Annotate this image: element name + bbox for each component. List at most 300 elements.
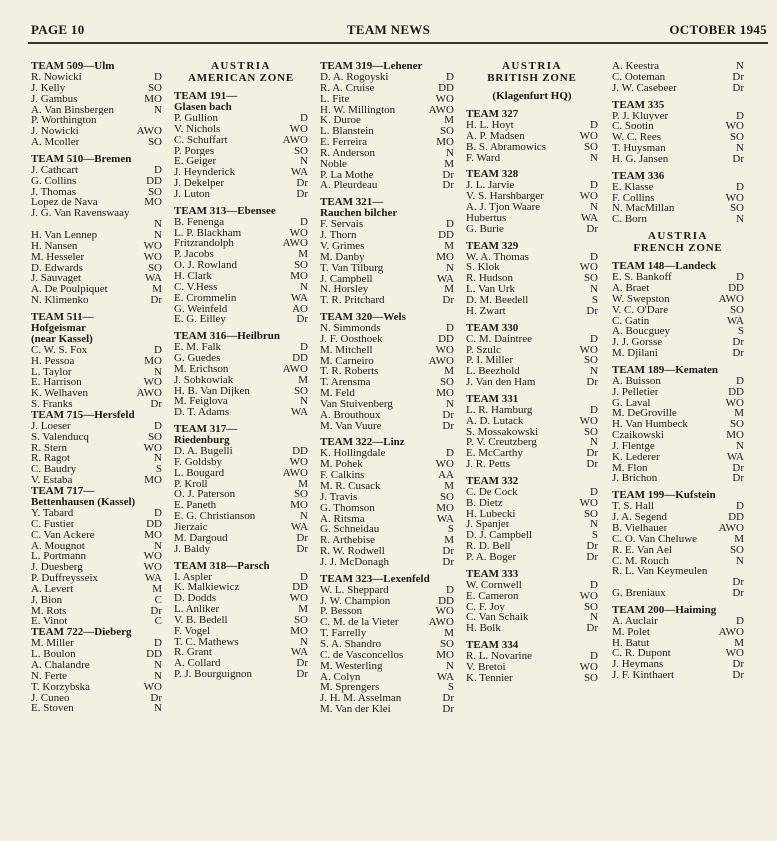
roster-entry: [612, 132, 744, 143]
roster-entry: [31, 551, 162, 562]
member-name: E. Klasse: [612, 181, 654, 193]
roster-entry: [612, 143, 744, 154]
column-4: [466, 61, 598, 684]
member-name: C. M. Rouch: [612, 555, 669, 567]
role-code: Dr: [150, 295, 162, 306]
roster-entry: [31, 562, 162, 573]
member-name: J. Bion: [31, 594, 63, 606]
member-name: J. Spanjer: [466, 519, 510, 531]
roster-entry: [466, 202, 598, 213]
roster-entry: [31, 273, 162, 284]
role-code: D: [154, 638, 162, 650]
member-name: J. Gambus: [31, 93, 78, 105]
role-code: D: [300, 216, 308, 228]
member-name: R. Arthebise: [320, 535, 375, 547]
role-code: DD: [292, 446, 308, 457]
member-name: M. Van der Klei: [320, 704, 391, 715]
role-code: WO: [579, 344, 598, 356]
roster-entry: [320, 230, 454, 241]
member-name: O. J. Rowland: [174, 260, 237, 271]
member-name: M. Erichson: [174, 363, 229, 375]
member-name: Van Stuivenberg: [320, 398, 393, 410]
member-name: C. R. Dupont: [612, 648, 671, 660]
roster-entry: [466, 273, 598, 284]
roster-entry: [466, 580, 598, 591]
role-code: Dr: [150, 605, 162, 617]
role-code: WA: [290, 292, 308, 304]
member-name: A. Braet: [612, 282, 650, 294]
member-name: M. Sprengers: [320, 682, 380, 694]
zone-heading: FRENCH ZONE: [633, 242, 723, 255]
member-name: J. Heymans: [612, 659, 664, 671]
member-name: A. Levert: [31, 583, 74, 595]
roster-entry: [466, 295, 598, 306]
member-name: Czaikowski: [612, 430, 664, 441]
role-code: N: [590, 519, 598, 531]
role-code: M: [298, 478, 308, 490]
member-name: P. J. Bourguignon: [174, 669, 253, 680]
roster-entry: [320, 159, 454, 170]
team-heading: TEAM 318—Parsch: [174, 559, 270, 572]
member-name: H. Van Lennep: [31, 229, 98, 241]
role-code: DD: [146, 518, 162, 530]
roster-entry: [320, 596, 454, 607]
member-name: W. Cornwell: [466, 579, 522, 591]
role-code: SO: [439, 377, 454, 389]
role-code: D: [736, 272, 744, 283]
roster-entry: [31, 94, 162, 105]
member-name: D. M. Beedell: [466, 294, 529, 306]
member-name: P. Kroll: [174, 478, 208, 490]
roster-entry: [320, 126, 454, 137]
roster-entry: [320, 284, 454, 295]
role-code: WO: [435, 459, 454, 471]
team-heading: TEAM 722—Dieberg: [31, 626, 132, 639]
member-name: H. B. Van Dijken: [174, 385, 250, 397]
roster-entry: [320, 137, 454, 148]
zone-heading: AUSTRIA: [647, 230, 708, 243]
role-code: D: [736, 501, 744, 513]
team-heading: TEAM 323—Lexenfeld: [320, 572, 430, 585]
roster-entry: [612, 463, 744, 474]
member-name: J. Cuneo: [31, 692, 70, 704]
team-heading: TEAM 322—Linz: [320, 436, 405, 449]
member-name: B. Vielhauer: [612, 523, 668, 534]
roster-entry: [466, 405, 598, 416]
member-name: T. C. Mathews: [174, 636, 239, 648]
roster-entry: [174, 113, 308, 124]
team-heading: Hofgeismar: [31, 321, 86, 334]
team-heading: TEAM 333: [466, 567, 519, 580]
role-code: DD: [146, 649, 162, 660]
roster-entry: [466, 142, 598, 153]
roster-entry: [320, 672, 454, 683]
role-code: D: [154, 508, 162, 519]
member-name: L. R. Hamburg: [466, 404, 533, 416]
member-name: M. Pohek: [320, 459, 363, 471]
role-code: N: [446, 147, 454, 159]
role-code: MO: [726, 430, 744, 441]
member-name: E. Ferreira: [320, 137, 368, 148]
member-name: J. W. Champion: [320, 595, 391, 607]
role-code: SO: [293, 145, 308, 157]
member-name: K. Lederer: [612, 451, 660, 463]
role-code: N: [300, 396, 308, 408]
role-code: AWO: [718, 293, 744, 305]
team-heading: TEAM 329: [466, 239, 519, 252]
member-name: M. Hesseler: [31, 251, 85, 263]
member-name: C. V.Hess: [174, 281, 218, 293]
role-code: DD: [292, 582, 308, 594]
role-code: Dr: [732, 337, 744, 349]
member-name: J. Kelly: [31, 82, 66, 94]
role-code: Dr: [442, 180, 454, 192]
roster-entry: [31, 453, 162, 464]
roster-entry: [31, 443, 162, 454]
role-code: SO: [583, 508, 598, 520]
member-name: G. Burie: [466, 223, 504, 235]
role-code: MO: [436, 137, 454, 148]
role-code: Dr: [442, 409, 454, 421]
role-code: M: [152, 583, 162, 595]
member-name: K. Duroe: [320, 115, 361, 127]
role-code: SO: [439, 126, 454, 138]
member-name: H. Pessoa: [31, 355, 75, 367]
member-name: E. Cameron: [466, 590, 519, 602]
role-code: MO: [436, 251, 454, 263]
roster-entry: [31, 176, 162, 187]
role-code: WA: [436, 273, 454, 285]
team-heading: TEAM 331: [466, 392, 519, 405]
member-name: J. Travis: [320, 491, 358, 503]
role-code: M: [444, 240, 454, 252]
role-code: D: [590, 651, 598, 662]
roster-entry: [466, 437, 598, 448]
member-name: T. Huysman: [612, 143, 666, 154]
role-code: AWO: [282, 238, 308, 250]
roster-entry: [466, 334, 598, 345]
member-name: L. Blanstein: [320, 126, 374, 138]
roster-entry: [612, 452, 744, 463]
role-code: D: [590, 486, 598, 498]
role-code: Dr: [296, 532, 308, 544]
role-code: M: [444, 284, 454, 296]
member-name: L. P. Blackham: [174, 227, 242, 239]
team-heading: Riedenburg: [174, 434, 230, 447]
issue-date: OCTOBER 1945: [669, 22, 767, 37]
role-code: D: [590, 180, 598, 192]
role-code: DD: [292, 353, 308, 364]
member-name: J. H. M. Asselman: [320, 693, 402, 705]
roster-entry: [466, 284, 598, 295]
member-name: J. Cathcart: [31, 164, 79, 176]
role-code: MO: [290, 270, 308, 282]
role-code: SO: [439, 638, 454, 650]
roster-entry: [466, 355, 598, 366]
role-code: SO: [293, 385, 308, 397]
role-code: Dr: [732, 659, 744, 671]
member-name: J. L. Jarvie: [466, 180, 515, 192]
member-name: A. Mougnot: [31, 540, 85, 552]
role-code: D: [590, 404, 598, 416]
roster-entry: [466, 180, 598, 191]
roster-entry: [320, 115, 454, 126]
roster-entry: [174, 533, 308, 544]
member-name: W. Swepston: [612, 293, 670, 305]
member-name: M. Flon: [612, 462, 648, 474]
roster-entry: [612, 72, 744, 83]
roster-entry: [31, 105, 162, 116]
roster-entry: [174, 582, 308, 593]
member-name: P. Szulc: [466, 344, 501, 356]
roster-entry: [31, 295, 162, 306]
roster-entry: [174, 238, 308, 249]
member-name: R. L. Van Keymeulen: [612, 566, 708, 578]
roster-entry: [612, 326, 744, 337]
roster-entry: [466, 673, 598, 684]
role-code: Dr: [732, 82, 744, 94]
roster-entry: [320, 514, 454, 525]
role-code: WA: [144, 273, 162, 285]
role-code: WO: [143, 562, 162, 574]
role-code: WO: [579, 661, 598, 673]
member-name: J. Van den Ham: [466, 377, 536, 388]
role-code: Dr: [732, 473, 744, 485]
role-code: SO: [147, 137, 162, 148]
member-name: E. Stoven: [31, 703, 74, 715]
roster-entry: [31, 241, 162, 252]
member-name: O. J. Paterson: [174, 489, 236, 501]
role-code: Dr: [586, 377, 598, 388]
role-code: WO: [725, 192, 744, 204]
roster-entry: [320, 492, 454, 503]
column-3: [320, 61, 454, 715]
roster-entry: [612, 203, 744, 214]
roster-entry: [466, 651, 598, 662]
roster-entry: [320, 606, 454, 617]
role-code: MO: [144, 197, 162, 209]
member-name: E. Harrison: [31, 377, 82, 389]
role-code: Dr: [732, 670, 744, 681]
roster-entry: [320, 459, 454, 470]
role-code: AA: [438, 470, 454, 481]
member-name: J. J. McDonagh: [320, 556, 390, 568]
role-code: WO: [289, 593, 308, 605]
member-name: W. L. Sheppard: [320, 584, 389, 596]
role-code: N: [736, 440, 744, 452]
member-name: S. Mossakowski: [466, 426, 539, 438]
roster-entry: [31, 573, 162, 584]
role-code: Dr: [442, 693, 454, 705]
member-name: M. DeGroville: [612, 408, 677, 420]
member-name: P. La Mothe: [320, 169, 374, 181]
roster-entry: [31, 356, 162, 367]
member-name: P. V. Creutzberg: [466, 437, 537, 449]
roster-entry: [466, 427, 598, 438]
roster-entry: [174, 124, 308, 135]
member-name: M. Van Vuure: [320, 420, 382, 432]
roster-entry: [466, 530, 598, 541]
header-rule: [28, 42, 768, 44]
role-code: Dr: [296, 178, 308, 189]
team-heading: TEAM 330: [466, 321, 519, 334]
member-name: N. Ferte: [31, 670, 68, 682]
role-code: Dr: [442, 556, 454, 568]
team-heading: TEAM 328: [466, 168, 519, 181]
role-code: N: [300, 156, 308, 168]
team-heading: TEAM 327: [466, 108, 519, 120]
member-name: J. A. Segend: [612, 512, 667, 523]
member-name: M. Danby: [320, 251, 365, 263]
roster-entry: [320, 83, 454, 94]
member-name: F. Collins: [612, 192, 655, 204]
roster-entry: [320, 148, 454, 159]
role-code: SO: [147, 186, 162, 198]
member-name: G. Breniaux: [612, 588, 666, 599]
member-name: L. Van Urk: [466, 284, 515, 295]
roster-entry: [31, 263, 162, 274]
team-heading: TEAM 332: [466, 474, 519, 487]
member-name: C. Van Ackere: [31, 529, 95, 541]
role-code: D: [446, 584, 454, 596]
role-code: AWO: [282, 134, 308, 146]
member-name: S. Valenducq: [31, 431, 89, 443]
roster-entry: [320, 628, 454, 639]
role-code: WA: [580, 212, 598, 224]
role-code: WA: [290, 407, 308, 419]
roster-entry: [174, 228, 308, 239]
member-name: J. G. Van Ravenswaay: [31, 208, 130, 220]
role-code: M: [734, 533, 744, 545]
roster-entry: [320, 345, 454, 356]
member-name: F. Vogel: [174, 625, 211, 637]
role-code: N: [590, 437, 598, 449]
role-code: Dr: [586, 623, 598, 635]
role-code: AWO: [428, 355, 454, 367]
member-name: I. Aspler: [174, 571, 212, 583]
role-code: WO: [579, 191, 598, 203]
member-name: J. Brichon: [612, 473, 658, 485]
roster-entry: [320, 105, 454, 116]
role-code: Dr: [442, 704, 454, 715]
role-code: SO: [147, 262, 162, 274]
role-code: WO: [435, 344, 454, 356]
roster-entry: [320, 356, 454, 367]
roster-entry: [612, 627, 744, 638]
member-name: R. E. Van Ael: [612, 544, 672, 556]
roster-entry: [320, 219, 454, 230]
roster-entry: [174, 669, 308, 680]
roster-entry: [612, 512, 744, 523]
roster-entry: [612, 523, 744, 534]
role-code: Dr: [732, 71, 744, 83]
member-name: H. Van Humbeck: [612, 419, 688, 431]
member-name: P. I. Miller: [466, 355, 514, 367]
role-code: D: [300, 571, 308, 583]
roster-entry: [174, 511, 308, 522]
member-name: T. Van Tilburg: [320, 262, 384, 274]
zone-heading: AMERICAN ZONE: [187, 72, 295, 84]
role-code: N: [446, 660, 454, 672]
role-code: SO: [583, 141, 598, 153]
roster-entry: [31, 638, 162, 649]
member-name: F. Goldsby: [174, 456, 223, 468]
roster-entry: [174, 658, 308, 669]
role-code: N: [590, 612, 598, 624]
roster-entry: [174, 271, 308, 282]
member-name: E. G. Eilley: [174, 314, 226, 326]
role-code: N: [300, 636, 308, 648]
roster-entry: [466, 306, 598, 317]
role-code: N: [736, 143, 744, 154]
role-code: Dr: [442, 169, 454, 181]
role-code: N: [590, 152, 598, 164]
roster-entry: [612, 193, 744, 204]
roster-entry: [31, 208, 162, 219]
roster-entry: [174, 396, 308, 407]
member-name: J. Heynderick: [174, 167, 236, 179]
roster-entry: [612, 348, 744, 359]
roster-entry: [31, 508, 162, 519]
role-code: WO: [579, 590, 598, 602]
role-code: N: [154, 229, 162, 241]
roster-entry: [31, 671, 162, 682]
roster-entry: [174, 544, 308, 555]
roster-entry: [612, 305, 744, 316]
role-code: Dr: [586, 541, 598, 552]
member-name: J. W. Casebeer: [612, 82, 677, 94]
role-code: D: [446, 219, 454, 231]
role-code: S: [591, 530, 598, 542]
roster-entry: [612, 283, 744, 294]
roster-entry: [174, 353, 308, 364]
roster-entry: [320, 421, 454, 432]
member-name: V. Nichols: [174, 123, 221, 135]
roster-entry: [174, 637, 308, 648]
member-name: V. C. O'Dare: [612, 304, 669, 316]
member-name: J. J. Gorsse: [612, 337, 663, 349]
role-code: S: [447, 524, 454, 536]
roster-entry: [612, 566, 744, 577]
member-name: V. B. Bedell: [174, 614, 228, 626]
role-code: D: [154, 164, 162, 176]
roster-entry: [174, 156, 308, 167]
zone-heading: BRITISH ZONE: [487, 72, 577, 84]
member-name: T. R. Pritchard: [320, 295, 385, 307]
member-name: N. Horsley: [320, 284, 369, 296]
role-code: D: [736, 181, 744, 193]
member-name: E. Geiger: [174, 156, 217, 168]
roster-entry: [612, 659, 744, 670]
roster-entry: [466, 541, 598, 552]
roster-entry: [174, 364, 308, 375]
team-heading: TEAM 189—Kematen: [612, 363, 719, 376]
role-code: M: [444, 366, 454, 378]
member-name: N. Simmonds: [320, 323, 381, 334]
roster-entry: [320, 617, 454, 628]
role-code: SO: [293, 614, 308, 626]
role-code: SO: [583, 273, 598, 285]
roster-entry: [31, 197, 162, 208]
team-heading: TEAM 715—Hersfeld: [31, 408, 135, 421]
role-code: C: [154, 616, 162, 628]
role-code: [159, 208, 162, 219]
role-code: WA: [290, 522, 308, 533]
roster-entry: [612, 419, 744, 430]
roster-entry: [31, 137, 162, 148]
role-code: AWO: [282, 363, 308, 375]
role-code: Dr: [732, 588, 744, 599]
